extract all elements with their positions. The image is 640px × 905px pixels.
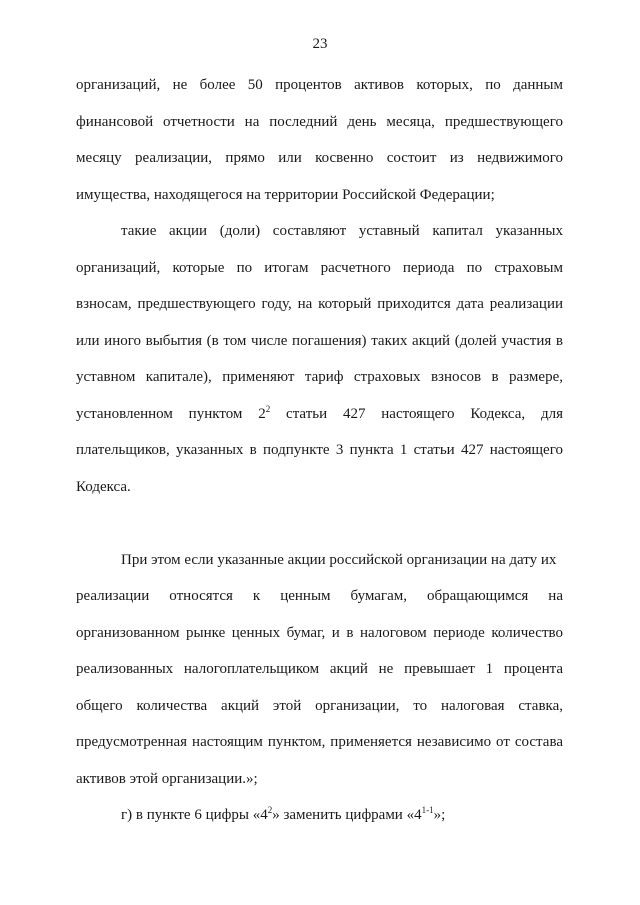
text-line: реализованных налогоплательщиком акций не превышает 1 процента [76, 661, 563, 677]
text-line: организаций, которые по итогам расчетного периода по страховым [76, 259, 563, 276]
text-line: При этом если указанные акции российской организации на дату их [121, 551, 557, 568]
text-line: финансовой отчетности на последний день месяца, предшествующего [76, 113, 563, 130]
text-line [76, 402, 563, 439]
document-body [76, 73, 563, 840]
text-fragment: » заменить цифрами «4 [272, 807, 422, 823]
text-line: предусмотренная настоящим пунктом, применяется независимо от состава [76, 734, 563, 750]
text-line: уставном капитале), применяют тариф страховых взносов в размере, [76, 369, 563, 385]
text-line: общего количества акций этой организации, то налоговая ставка, [76, 697, 563, 714]
text-line [76, 803, 563, 840]
paragraph-3 [76, 548, 563, 804]
superscript: 1-1 [421, 805, 434, 815]
text-line: активов этой организации.»; [76, 770, 258, 787]
paragraph-2 [76, 219, 563, 511]
text-line: плательщиков, указанных в подпункте 3 пункта 1 статьи 427 настоящего [76, 442, 563, 458]
text-line: или иного выбытия (в том числе погашения) таких акций (долей участия в [76, 332, 563, 349]
superscript: 2 [265, 403, 271, 414]
page-number: 23 [312, 36, 328, 52]
text-fragment: установленном пунктом 2 [76, 405, 266, 422]
text-line: организаций, не более 50 процентов активов которых, по данным [76, 77, 563, 93]
text-fragment: статьи 427 настоящего Кодекса, для [270, 405, 563, 422]
superscript: 2 [267, 805, 273, 815]
text-fragment: г) в пункте 6 цифры «4 [121, 807, 268, 823]
text-line: взносам, предшествующего году, на который приходится дата реализации [76, 296, 563, 312]
paragraph-4 [76, 803, 563, 840]
paragraph-1 [76, 73, 563, 219]
text-line: месяцу реализации, прямо или косвенно состоит из недвижимого [76, 150, 563, 166]
text-line: организованном рынке ценных бумаг, и в налоговом периоде количество [76, 624, 563, 641]
text-line: такие акции (доли) составляют уставный капитал указанных [121, 223, 563, 239]
text-fragment: »; [433, 807, 446, 823]
paragraph-gap [76, 511, 563, 548]
text-line: реализации относятся к ценным бумагам, обращающимся на [76, 588, 563, 604]
text-line: имущества, находящегося на территории Российской Федерации; [76, 186, 495, 203]
text-line: Кодекса. [76, 478, 131, 495]
